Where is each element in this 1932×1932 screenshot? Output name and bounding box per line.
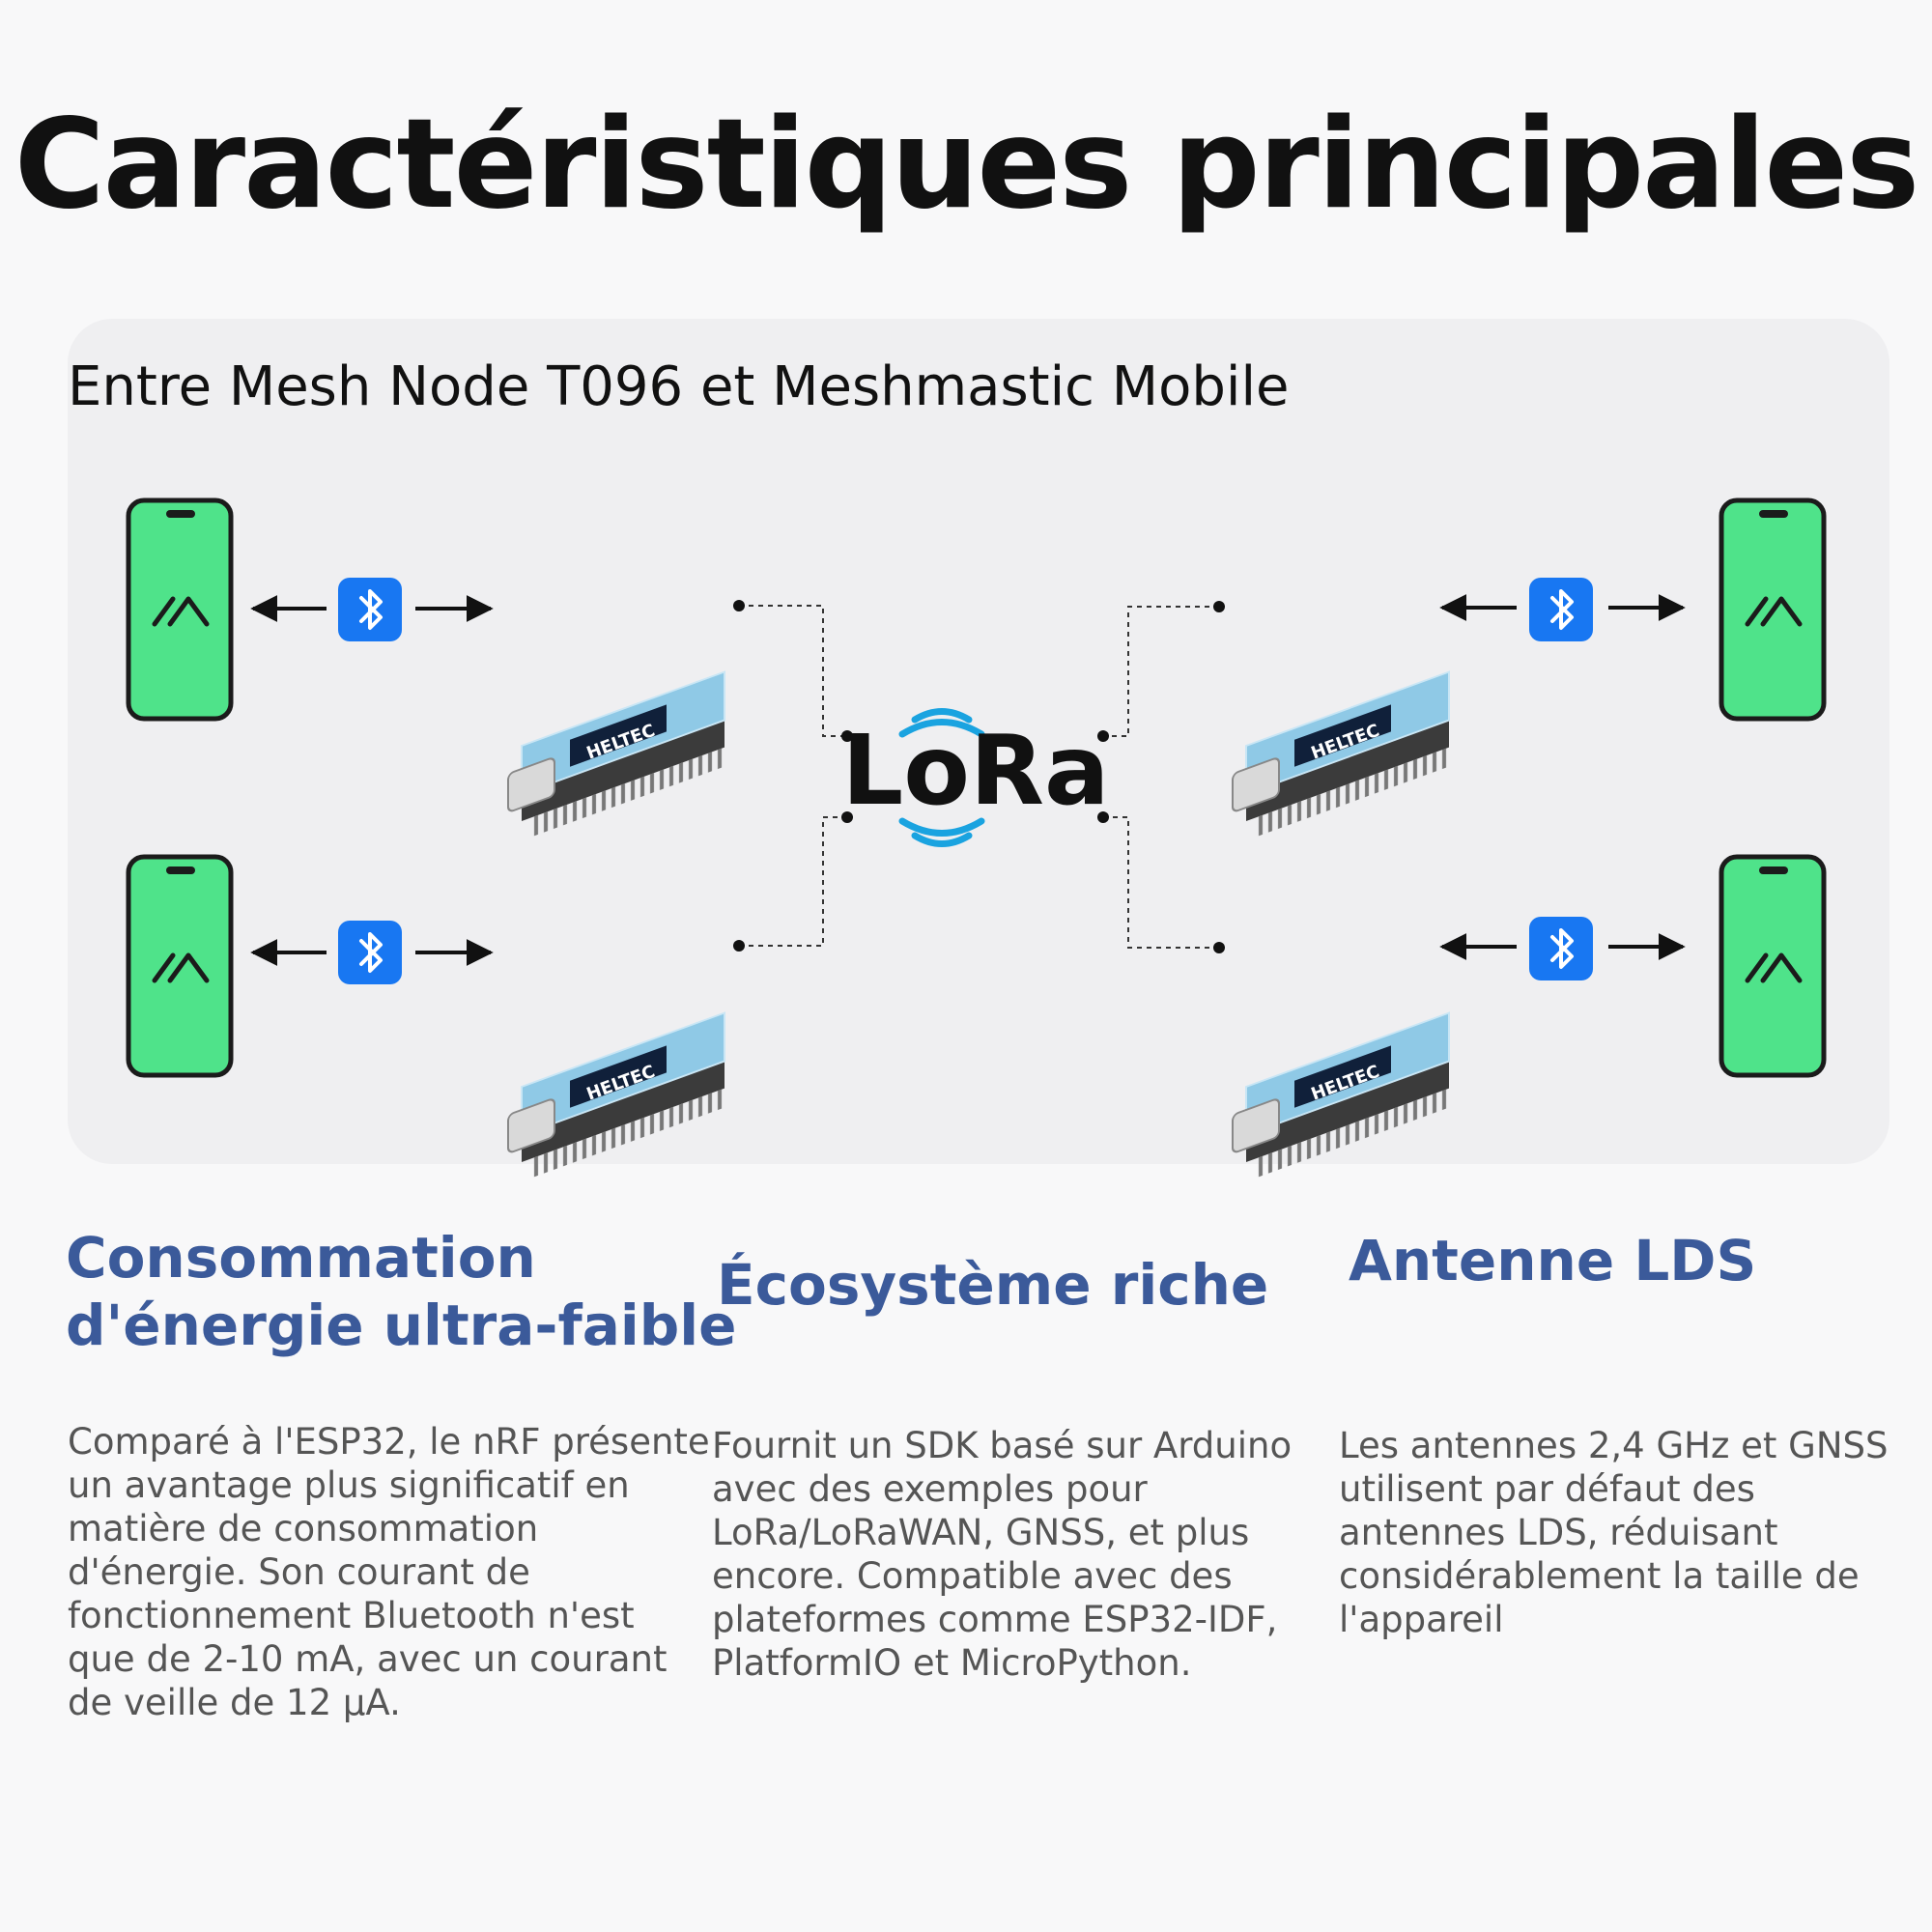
phone-icon	[128, 857, 231, 1075]
description-line: Fournit un SDK basé sur Arduino	[712, 1425, 1293, 1466]
network-diagram: HELTEC LoRa	[0, 0, 1932, 1932]
bluetooth-icon	[1529, 578, 1593, 641]
board-icon	[1233, 672, 1449, 846]
description-line: de veille de 12 µA.	[68, 1682, 401, 1723]
bluetooth-icon	[338, 578, 402, 641]
description-line: un avantage plus significatif en	[68, 1464, 630, 1506]
phone-icon	[1721, 857, 1824, 1075]
phone-icon	[128, 500, 231, 719]
feature-description	[68, 1420, 710, 1724]
description-line: Les antennes 2,4 GHz et GNSS	[1339, 1425, 1889, 1466]
feature-title	[717, 1251, 1268, 1319]
phone-icon	[1721, 500, 1824, 719]
feature-title-line: Consommation	[66, 1225, 536, 1291]
description-line: d'énergie. Son courant de	[68, 1551, 530, 1593]
feature-description	[712, 1424, 1292, 1685]
bluetooth-icon	[1529, 917, 1593, 980]
lora-label: LoRa	[841, 714, 1110, 827]
diagram-subtitle: Entre Mesh Node T096 et Meshmastic Mobile	[68, 355, 1290, 418]
feature-title	[1349, 1227, 1756, 1294]
bluetooth-icon	[338, 921, 402, 984]
description-line: que de 2-10 mA, avec un courant	[68, 1638, 668, 1680]
feature-title-line: Écosystème riche	[717, 1252, 1269, 1318]
description-line: matière de consommation	[68, 1508, 539, 1549]
board-icon	[1233, 1013, 1449, 1187]
description-line: antennes LDS, réduisant	[1339, 1512, 1778, 1553]
feature-title-line: Antenne LDS	[1349, 1228, 1757, 1293]
feature-title-line: d'énergie ultra-faible	[66, 1293, 737, 1358]
feature-description	[1339, 1424, 1889, 1641]
feature-title	[66, 1224, 736, 1359]
description-line: LoRa/LoRaWAN, GNSS, et plus	[712, 1512, 1250, 1553]
description-line: encore. Compatible avec des	[712, 1555, 1233, 1597]
board-icon	[508, 672, 724, 846]
description-line: considérablement la taille de	[1339, 1555, 1860, 1597]
description-line: Comparé à l'ESP32, le nRF présente	[68, 1421, 710, 1463]
description-line: plateformes comme ESP32-IDF,	[712, 1599, 1278, 1640]
description-line: avec des exemples pour	[712, 1468, 1148, 1510]
description-line: PlatformIO et MicroPython.	[712, 1642, 1192, 1684]
description-line: fonctionnement Bluetooth n'est	[68, 1595, 635, 1636]
page-title: Caractéristiques principales	[14, 93, 1918, 237]
board-icon	[508, 1013, 724, 1187]
description-line: utilisent par défaut des	[1339, 1468, 1755, 1510]
description-line: l'appareil	[1339, 1599, 1504, 1640]
